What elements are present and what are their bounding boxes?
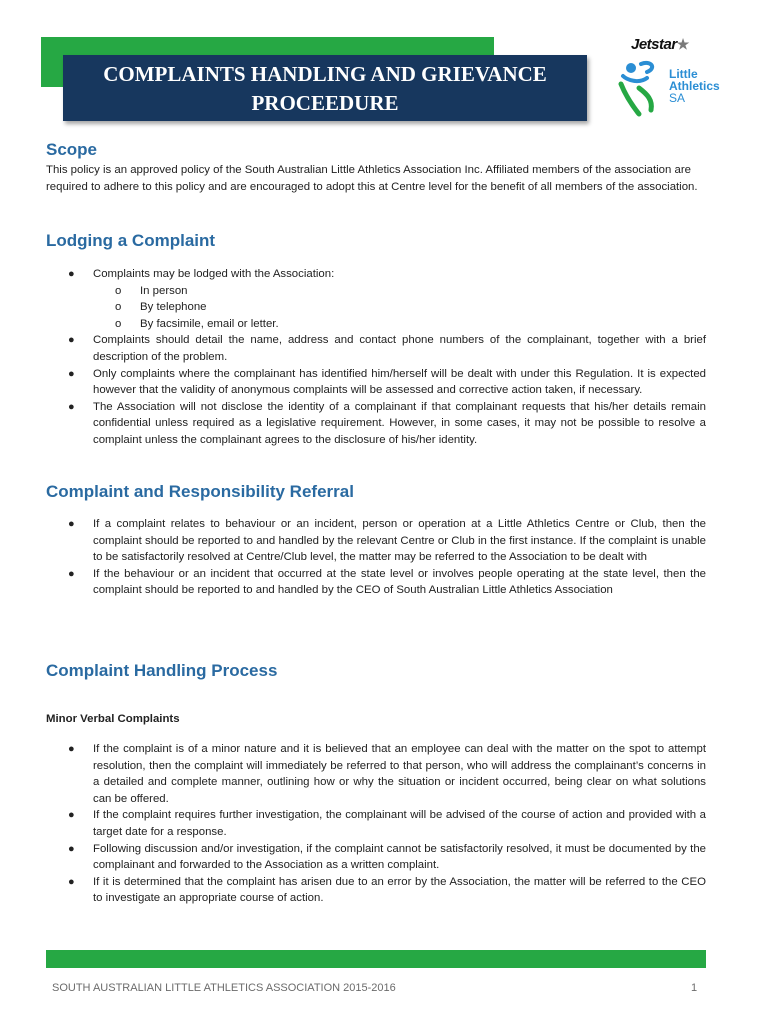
list-item [46,741,706,807]
bullet-icon: ● [68,518,75,530]
runner-icon [617,60,669,118]
sub-list [93,283,706,333]
list-item [46,566,706,599]
jetstar-logo [631,36,689,53]
bullet-icon: ● [68,875,75,888]
page-number: 1 [691,982,698,994]
process-heading: Complaint Handling Process [46,661,278,680]
referral-list [46,516,706,599]
logo-la-line2: Athletics [669,79,720,93]
list-item [46,841,706,874]
bullet-icon: ● [68,743,75,755]
list-item [46,807,706,840]
little-athletics-logo [617,60,737,120]
lodging-list [46,266,706,449]
jetstar-logo-text: Jetstar [631,36,677,53]
list-item-text: If a complaint relates to behaviour or an incident, person or operation at a Little Athletics Centre or Club, then the complaint should be reported to and handled by the relevant Centre or Club in the first instance. If the complaint is unable to be satisfactorily resolved at Centre/Club level, the matter may be referred to the Association to be dealt with [93,518,706,564]
scope-heading: Scope [46,140,98,159]
list-item [46,332,706,365]
sub-list-item [93,316,706,333]
page-title [63,55,587,121]
list-item [46,874,706,907]
circle-bullet-icon: o [115,284,122,297]
list-item-text: Complaints may be lodged with the Association: [93,268,335,280]
sub-list-item-text: By facsimile, email or letter. [140,317,279,330]
bullet-icon: ● [68,367,75,380]
list-item-text: The Association will not disclose the identity of a complainant if that complainant requests that his/her details remain confidential unless required as a legislative requirement. However, in some cases, it may not be possible to resolve a complaint unless the complainant agrees to the disclosure of his/her identity. [93,400,706,446]
title-line-1: COMPLAINTS HANDLING AND GRIEVANCE [103,62,547,86]
sub-list-item [93,283,706,300]
sub-list-item [93,299,706,316]
bullet-icon: ● [68,268,75,280]
referral-heading: Complaint and Responsibility Referral [46,482,354,501]
process-list [46,741,706,907]
list-item [46,516,706,566]
circle-bullet-icon: o [115,301,122,314]
bullet-icon: ● [68,809,75,822]
star-icon: ★ [676,36,689,52]
list-item-text: Only complaints where the complainant has identified him/herself will be dealt with under this Regulation. It is expected however that the validity of anonymous complaints will be assessed and corrective action taken, if necessary. [93,367,706,397]
list-item-text: Complaints should detail the name, address and contact phone numbers of the complainant, together with a brief description of the problem. [93,334,706,363]
list-item [46,366,706,399]
footer-green-bar [46,950,706,968]
list-item-text: Following discussion and/or investigation, if the complaint cannot be satisfactorily resolved, it must be documented by the complainant and forwarded to the Association as a written complaint. [93,842,706,872]
lodging-heading: Lodging a Complaint [46,231,216,250]
sub-list-item-text: By telephone [140,301,207,314]
list-item [46,399,706,449]
bullet-icon: ● [68,400,75,413]
logo-la-line3: SA [669,91,686,105]
bullet-icon: ● [68,567,75,580]
scope-text: This policy is an approved policy of the South Australian Little Athletics Association Inc. Affiliated members of the association are required to adhere to this policy and are encouraged to adopt this at Centre level for the benefit of all members of the association. [46,164,698,193]
bullet-icon: ● [68,842,75,855]
minor-complaints-subheading: Minor Verbal Complaints [46,713,180,725]
circle-bullet-icon: o [115,317,122,330]
list-item-text: If the behaviour or an incident that occurred at the state level or involves people operating at the state level, then the complaint should be reported to and handled by the CEO of South Australian Little Athletics Association [93,567,706,597]
footer-text: SOUTH AUSTRALIAN LITTLE ATHLETICS ASSOCIATION 2015-2016 [52,982,396,994]
bullet-icon: ● [68,334,75,347]
logo-la-line1: Little [669,67,698,81]
list-item-text: If the complaint is of a minor nature and it is believed that an employee can deal with the matter on the spot to attempt resolution, then the complaint will immediately be referred to that person, who will address the complainant’s concerns in a detailed and complete manner, outlining how or why the situation or incident occurred, being clear on what solutions can be offered. [93,743,706,805]
title-line-2: PROCEEDURE [251,91,399,115]
list-item-text: If the complaint requires further investigation, the complainant will be advised of the course of action and provided with a target date for a response. [93,809,706,838]
list-item [46,266,706,332]
little-athletics-text [669,68,720,104]
list-item-text: If it is determined that the complaint has arisen due to an error by the Association, the matter will be referred to the CEO to investigate an appropriate course of action. [93,875,706,905]
sub-list-item-text: In person [140,284,188,297]
